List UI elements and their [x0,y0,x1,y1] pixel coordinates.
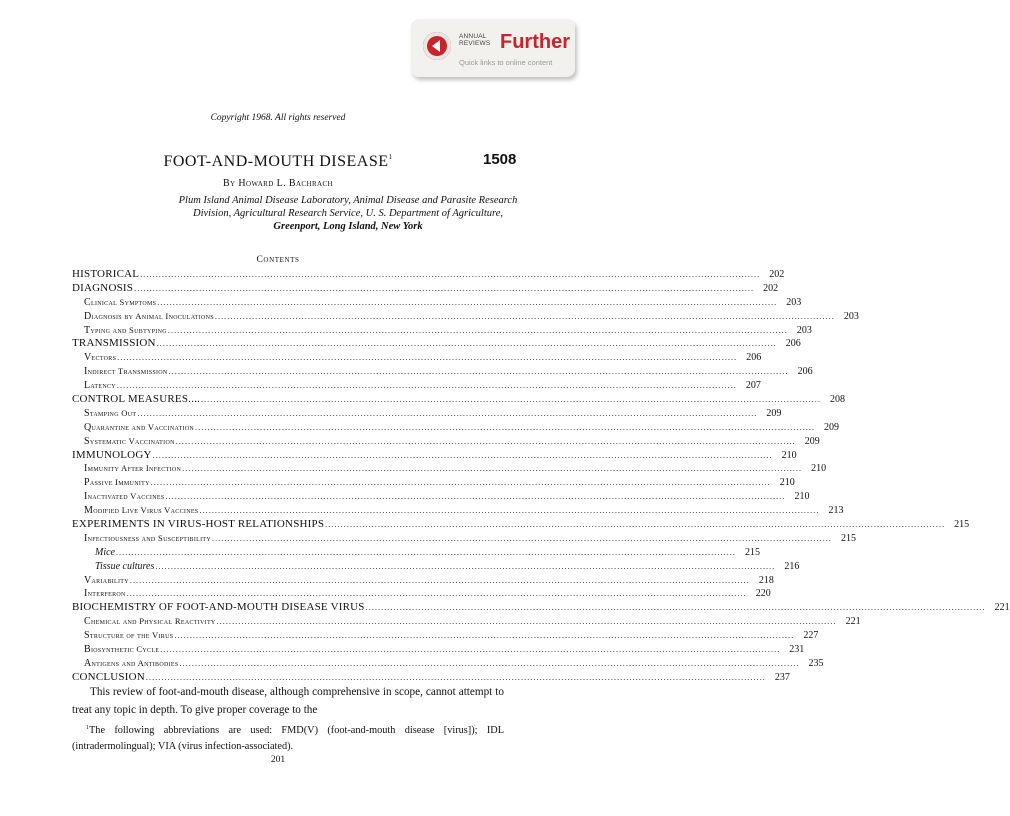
toc-entry [72,504,844,518]
toc-leader-dots: ........................................................................................................................................................................................................ [165,492,786,502]
toc-entry-label: Chemical and Physical Reactivity [84,616,216,628]
toc-leader-dots: ........................................................................................................................................................................................................ [212,533,832,543]
toc-entry-page: 213 [828,505,844,517]
toc-leader-dots: ........................................................................................................................................................................................................ [137,408,758,418]
toc-entry-label: DIAGNOSIS [72,281,134,294]
toc-leader-dots: ........................................................................................................................................................................................................ [116,381,737,391]
toc-entry-label: Interferon [84,588,126,600]
toc-entry [72,518,970,532]
affiliation-line-1: Plum Island Animal Disease Laboratory, Animal Disease and Parasite Research [178,195,518,206]
toc-entry-page: 206 [797,366,813,378]
toc-entry-label: Antigens and Antibodies [84,657,179,669]
toc-leader-dots: ........................................................................................................................................................................................................ [174,631,795,641]
contents-heading: Contents [256,255,300,265]
toc-entry-label: HISTORICAL [72,268,140,280]
toc-leader-dots: ........................................................................................................................................................................................................ [140,270,761,279]
author-line: By Howard L. Bachrach [222,178,334,189]
further-subtitle: Quick links to online content [459,58,553,67]
toc-entry-label: Modified Live Virus Vaccines [84,505,199,517]
toc-entry-label: Quarantine and Vaccination [84,421,195,433]
toc-entry-page: 235 [808,657,824,669]
article-title: FOOT-AND-MOUTH DISEASE$^1$ [163,153,393,170]
toc-leader-dots: ........................................................................................................................................................................................................ [117,353,738,363]
footnote-mark: 1 [86,725,89,731]
toc-entry-label: Inactivated Vaccines [84,491,165,503]
toc-entry [72,615,861,629]
toc-leader-dots: ........................................................................................................................................................................................................ [152,450,773,460]
toc-entry [72,351,762,365]
affiliation-line-2: Division, Agricultural Research Service, U. S. Department of Agriculture, [193,208,503,219]
toc-leader-dots: ........................................................................................................................................................................................................ [182,464,803,474]
toc-entry [72,476,795,490]
toc-entry [72,601,1010,615]
toc-leader-dots: ........................................................................................................................................................................................................ [160,645,781,655]
toc-leader-dots: ........................................................................................................................................................................................................ [199,506,820,516]
toc-entry [72,324,812,338]
toc-leader-dots: ........................................................................................................................................................................................................ [195,422,816,432]
toc-entry-page: 206 [785,338,801,350]
toc-entry-page: 220 [755,588,771,600]
toc-leader-dots: ........................................................................................................................................................................................................ [214,311,835,321]
toc-entry [72,407,782,421]
toc-entry [72,379,761,393]
toc-entry-page: 203 [786,296,802,308]
toc-entry [72,393,845,407]
toc-entry-label: CONCLUSION [72,670,145,683]
toc-entry-label: Clinical Symptoms [84,296,157,308]
toc-entry [72,268,785,282]
toc-entry-page: 202 [763,282,779,294]
toc-leader-dots: ........................................................................................................................................................................................................ [167,325,788,335]
toc-entry-page: 209 [804,435,820,447]
toc-entry [72,490,810,504]
toc-entry [72,435,820,449]
toc-entry-page: 231 [789,644,805,656]
toc-entry [72,532,856,546]
toc-entry [72,629,819,643]
toc-entry [72,587,771,601]
toc-leader-dots: ........................................................................................................................................................................................................ [116,547,736,557]
affiliation [160,194,536,233]
toc-entry [72,560,800,574]
toc-entry-label: CONTROL MEASURES.... [72,393,200,406]
toc-entry-label: Variability [84,574,129,586]
toc-entry-page: 203 [796,324,812,336]
further-wordmark: Further [500,31,570,53]
toc-entry-label: Systematic Vaccination [84,435,175,447]
further-logo-icon [423,32,451,60]
toc-entry-page: 227 [803,630,819,642]
toc-entry-label: TRANSMISSION [72,337,156,350]
toc-entry-page: 215 [745,546,760,558]
toc-entry-label: Diagnosis by Animal Inoculations [84,310,214,322]
toc-entry [72,462,827,476]
toc-entry [72,643,805,657]
toc-entry-page: 210 [781,449,797,461]
toc-entry-label: EXPERIMENTS IN VIRUS-HOST RELATIONSHIPS [72,518,325,531]
toc-entry-page: 221 [994,602,1010,614]
copyright-notice: Copyright 1968. All rights reserved [210,113,346,123]
toc-entry-page: 210 [779,477,795,489]
toc-entry-page: 218 [758,574,774,586]
toc-entry-label: Typing and Subtyping [84,324,167,336]
toc-leader-dots: ........................................................................................................................................................................................................ [200,395,821,405]
toc-entry-page: 221 [845,616,861,628]
toc-entry-label: Mice [95,546,115,558]
table-of-contents [72,268,1010,685]
toc-entry-page: 216 [784,560,800,572]
toc-leader-dots: ........................................................................................................................................................................................................ [175,436,796,446]
toc-entry-page: 208 [829,394,845,406]
toc-entry [72,574,774,588]
toc-entry [72,421,840,435]
toc-entry-page: 209 [766,407,782,419]
toc-entry [72,281,779,296]
toc-entry [72,365,813,379]
toc-entry-page: 237 [774,671,790,683]
toc-entry-label: Tissue cultures [95,560,155,572]
toc-entry [72,448,797,463]
toc-leader-dots: ........................................................................................................................................................................................................ [156,339,777,349]
toc-leader-dots: ........................................................................................................................................................................................................ [325,520,946,530]
toc-leader-dots: ........................................................................................................................................................................................................ [216,617,837,627]
toc-entry-page: 210 [794,491,810,503]
toc-entry [72,546,760,560]
toc-entry-label: Vectors [84,352,117,364]
toc-entry-page: 215 [841,532,856,544]
toc-entry [72,310,859,324]
toc-entry-label: Latency [84,380,116,392]
toc-entry-label: Passive Immunity [84,477,150,489]
toc-entry-label: BIOCHEMISTRY OF FOOT-AND-MOUTH DISEASE VIRUS [72,601,365,614]
toc-entry-label: Infectiousness and Susceptibility [84,532,211,544]
toc-leader-dots: ........................................................................................................................................................................................................ [134,283,755,293]
toc-leader-dots: ........................................................................................................................................................................................................ [129,575,750,585]
toc-entry [72,337,801,351]
toc-leader-dots: ........................................................................................................................................................................................................ [145,672,766,682]
toc-leader-dots: ........................................................................................................................................................................................................ [150,478,771,488]
toc-leader-dots: ........................................................................................................................................................................................................ [126,589,747,599]
body-paragraph: This review of foot-and-mouth disease, although comprehensive in scope, cannot attempt to treat any topic in depth. To give proper coverage to the [72,686,504,716]
toc-entry-label: IMMUNOLOGY [72,448,152,461]
toc-entry-page: 210 [811,463,827,475]
toc-entry-page: 215 [954,519,970,531]
toc-entry-page: 209 [824,421,840,433]
toc-leader-dots: ........................................................................................................................................................................................................ [157,297,778,307]
page-number: 201 [270,755,286,765]
toc-entry-page: 203 [843,310,859,322]
toc-entry-page: 207 [745,380,761,392]
toc-entry-label: Structure of the Virus [84,630,174,642]
page-code: 1508 [483,151,517,168]
toc-leader-dots: ........................................................................................................................................................................................................ [155,561,776,571]
toc-entry-page: 206 [746,352,762,364]
toc-leader-dots: ........................................................................................................................................................................................................ [179,658,800,668]
toc-entry-label: Biosynthetic Cycle [84,644,160,656]
toc-entry-label: Indirect Transmission [84,366,168,378]
toc-leader-dots: ........................................................................................................................................................................................................ [365,603,986,613]
toc-entry-label: Stamping Out [84,407,137,419]
toc-entry-label: Immunity After Infection [84,463,182,475]
toc-entry [72,296,802,310]
further-banner[interactable] [411,19,575,77]
toc-entry [72,657,824,671]
toc-entry-page: 202 [769,269,785,280]
title-footnote-mark: 1 [388,153,393,161]
toc-leader-dots: ........................................................................................................................................................................................................ [168,367,789,377]
annual-reviews-label: ANNUAL REVIEWS [459,33,491,47]
footnote: $^1$The following abbreviations are used: FMD(V) (foot-and-mouth disease [virus]); IDL (intradermolingual); VIA (virus infection-associated). [72,725,504,752]
affiliation-line-3: Greenport, Long Island, New York [273,221,423,232]
